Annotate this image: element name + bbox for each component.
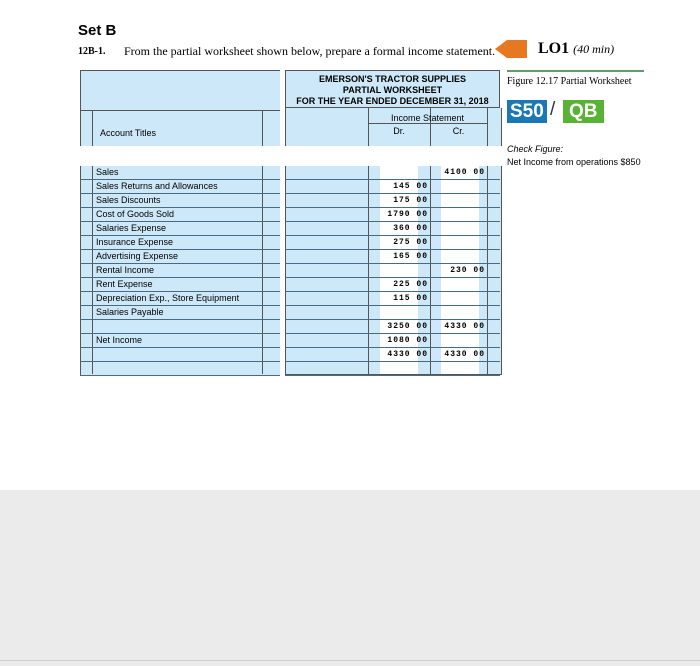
check-figure xyxy=(507,143,641,169)
worksheet-name: PARTIAL WORKSHEET xyxy=(342,85,443,95)
table-row xyxy=(80,362,500,376)
debit-amount: 3250 00 xyxy=(387,322,428,331)
account-title: Rental Income xyxy=(96,265,155,275)
footer-line xyxy=(0,660,700,661)
credit-amount: 4330 00 xyxy=(444,322,485,331)
debit-amount: 360 00 xyxy=(393,224,428,233)
account-title: Advertising Expense xyxy=(96,251,179,261)
page-footer-area xyxy=(0,490,700,666)
worksheet-header xyxy=(285,70,500,108)
check-value: Net Income from operations $850 xyxy=(507,157,641,167)
torn-edge xyxy=(280,60,285,380)
worksheet-period: FOR THE YEAR ENDED DECEMBER 31, 2018 xyxy=(296,96,489,106)
problem-text: From the partial worksheet shown below, prepare a formal income statement. xyxy=(124,44,496,58)
account-title: Salaries Expense xyxy=(96,223,167,233)
arrow-icon-body xyxy=(507,40,527,58)
set-title: Set B xyxy=(78,22,117,39)
account-title: Sales Returns and Allowances xyxy=(96,181,218,191)
debit-amount: 1080 00 xyxy=(387,336,428,345)
learning-objective xyxy=(538,40,614,58)
debit-amount: 4330 00 xyxy=(387,350,428,359)
check-label: Check Figure: xyxy=(507,144,564,154)
qb-badge: QB xyxy=(563,100,604,123)
lo-label: LO1 xyxy=(538,40,570,57)
debit-amount: 165 00 xyxy=(393,252,428,261)
company-name: EMERSON'S TRACTOR SUPPLIES xyxy=(319,74,466,84)
badge-separator: / xyxy=(550,99,556,120)
account-title: Sales Discounts xyxy=(96,195,161,205)
debit-amount: 1790 00 xyxy=(387,210,428,219)
credit-amount: 4330 00 xyxy=(444,350,485,359)
credit-header: Cr. xyxy=(452,126,465,136)
debit-amount: 115 00 xyxy=(393,294,428,303)
account-title: Cost of Goods Sold xyxy=(96,209,175,219)
account-titles-header: Account Titles xyxy=(100,128,157,138)
s50-badge: S50 xyxy=(507,100,547,123)
debit-amount: 175 00 xyxy=(393,196,428,205)
torn-gap xyxy=(75,146,505,166)
header-line xyxy=(80,110,280,111)
account-title: Net Income xyxy=(96,335,143,345)
credit-amount: 4100 00 xyxy=(444,168,485,177)
time-estimate: (40 min) xyxy=(573,42,615,56)
debit-amount: 225 00 xyxy=(393,280,428,289)
account-title: Salaries Payable xyxy=(96,307,164,317)
debit-amount: 145 00 xyxy=(393,182,428,191)
debit-header: Dr. xyxy=(393,126,405,136)
account-title: Sales xyxy=(96,167,119,177)
figure-caption: Figure 12.17 Partial Worksheet xyxy=(507,76,632,87)
credit-amount: 230 00 xyxy=(450,266,485,275)
divider xyxy=(507,70,644,72)
account-title: Depreciation Exp., Store Equipment xyxy=(96,293,240,303)
income-statement-header: Income Statement xyxy=(368,113,487,124)
table-row xyxy=(80,334,500,348)
account-title: Rent Expense xyxy=(96,279,153,289)
account-title: Insurance Expense xyxy=(96,237,174,247)
arrow-icon xyxy=(495,40,507,58)
debit-amount: 275 00 xyxy=(393,238,428,247)
problem-number: 12B-1. xyxy=(78,46,106,57)
